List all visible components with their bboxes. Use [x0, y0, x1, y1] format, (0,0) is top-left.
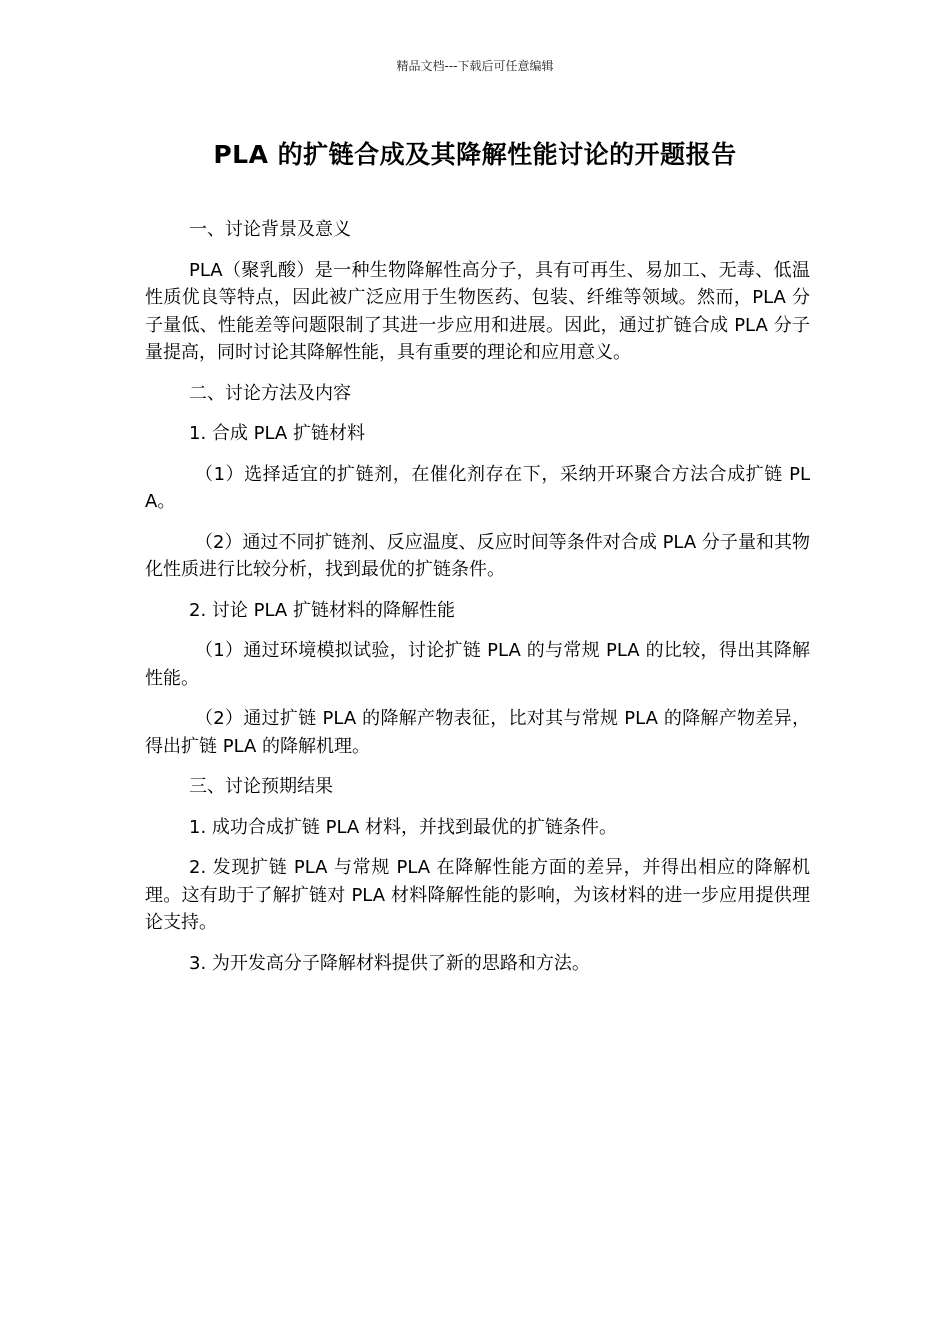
document-body — [145, 216, 810, 990]
section-3-item-3: 3. 为开发高分子降解材料提供了新的思路和方法。 — [189, 952, 590, 974]
section-2-item-1-a: （1）选择适宜的扩链剂，在催化剂存在下，采纳开环聚合方法合成扩链 PLA。 — [145, 463, 810, 512]
header-note: 精品文档---下载后可任意编辑 — [396, 59, 554, 73]
section-2-heading: 二、讨论方法及内容 — [189, 382, 351, 404]
section-1-heading: 一、讨论背景及意义 — [189, 219, 351, 240]
section-2-item-1-b: （2）通过不同扩链剂、反应温度、反应时间等条件对合成 PLA 分子量和其物化性质进行比较分析，找到最优的扩链条件。 — [145, 531, 810, 580]
section-2-item-2: 2. 讨论 PLA 扩链材料的降解性能 — [189, 599, 455, 621]
section-2-item-2-b: （2）通过扩链 PLA 的降解产物表征，比对其与常规 PLA 的降解产物差异，得出扩链 PLA 的降解机理。 — [145, 708, 810, 757]
section-2-item-1: 1. 合成 PLA 扩链材料 — [189, 423, 365, 444]
document-title: PLA 的扩链合成及其降解性能讨论的开题报告 — [213, 140, 737, 169]
section-3-heading: 三、讨论预期结果 — [189, 776, 333, 797]
section-3-item-2: 2. 发现扩链 PLA 与常规 PLA 在降解性能方面的差异，并得出相应的降解机理。这有助于了解扩链对 PLA 材料降解性能的影响，为该材料的进一步应用提供理论支持。 — [145, 857, 810, 933]
section-3-item-1: 1. 成功合成扩链 PLA 材料，并找到最优的扩链条件。 — [189, 816, 617, 838]
section-2-item-2-a: （1）通过环境模拟试验，讨论扩链 PLA 的与常规 PLA 的比较，得出其降解性能。 — [145, 640, 810, 689]
section-1-paragraph: PLA（聚乳酸）是一种生物降解性高分子，具有可再生、易加工、无毒、低温性质优良等特点，因此被广泛应用于生物医药、包装、纤维等领域。然而，PLA 分子量低、性能差等问题限制了其进一步应用和进展。因此，通过扩链合成 PLA 分子量提高，同时讨论其降解性能，具有重要的理论和应用意义。 — [145, 259, 810, 363]
